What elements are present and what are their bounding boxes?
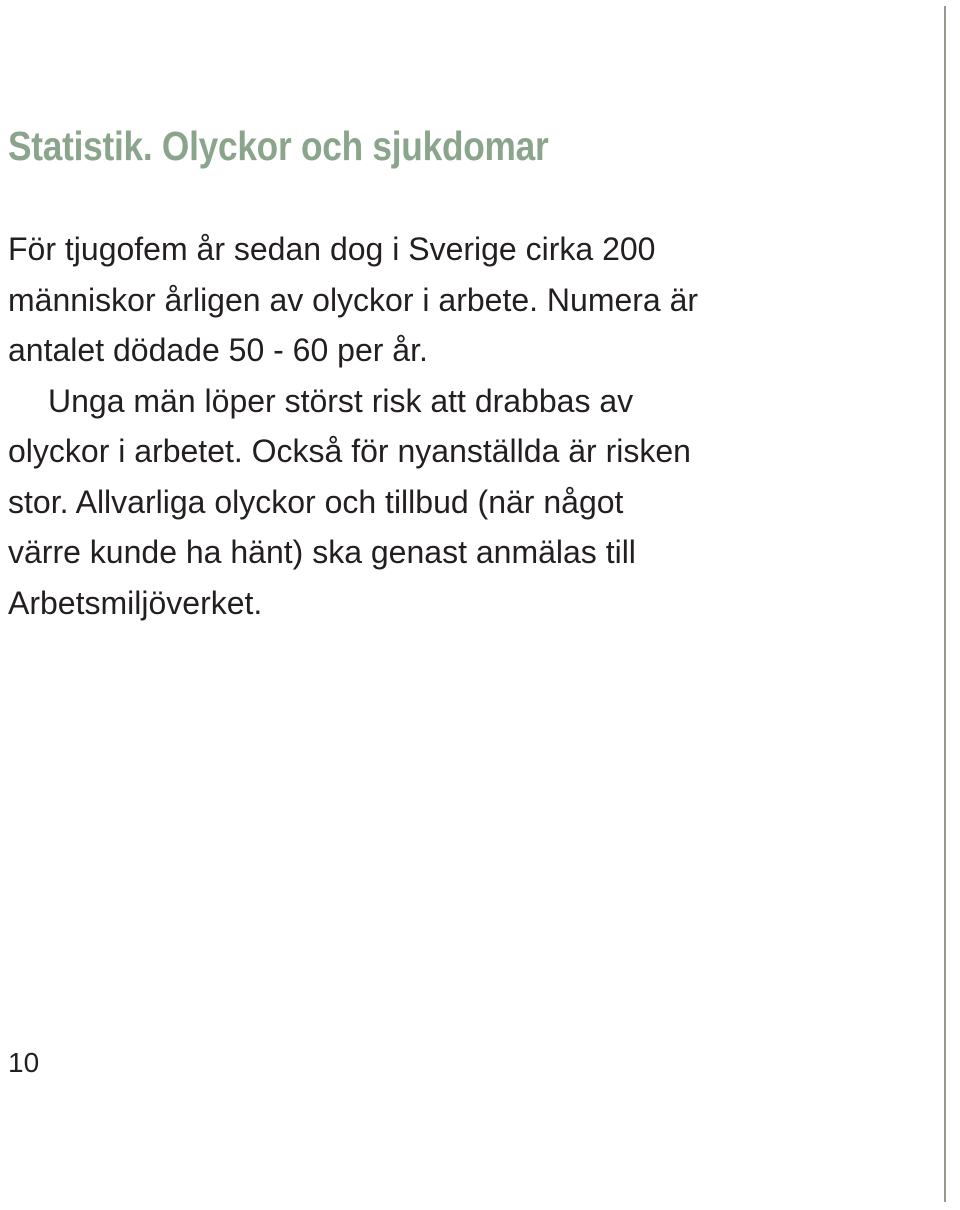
paragraph-1: [8, 224, 888, 376]
paragraph-line: stor. Allvarliga olyckor och tillbud (när något: [8, 483, 624, 520]
page-number: 10: [8, 1047, 40, 1078]
paragraph-line: För tjugofem år sedan dog i Sverige cirka 200: [8, 231, 656, 267]
paragraph-line: olyckor i arbetet. Också för nyanställda är risken: [8, 433, 691, 469]
section-heading: Statistik. Olyckor och sjukdomar: [8, 123, 549, 169]
paragraph-line: Unga män löper störst risk att drabbas av: [48, 382, 634, 419]
paragraph-line: människor årligen av olyckor i arbete. Numera är: [8, 281, 699, 318]
page-edge-rule: [944, 6, 946, 1202]
paragraph-2: [8, 376, 888, 629]
paragraph-line: Arbetsmiljöverket.: [8, 584, 263, 621]
body-text: [8, 224, 888, 628]
paragraph-line: värre kunde ha hänt) ska genast anmälas till: [8, 534, 636, 570]
paragraph-line: antalet dödade 50 - 60 per år.: [8, 332, 428, 368]
